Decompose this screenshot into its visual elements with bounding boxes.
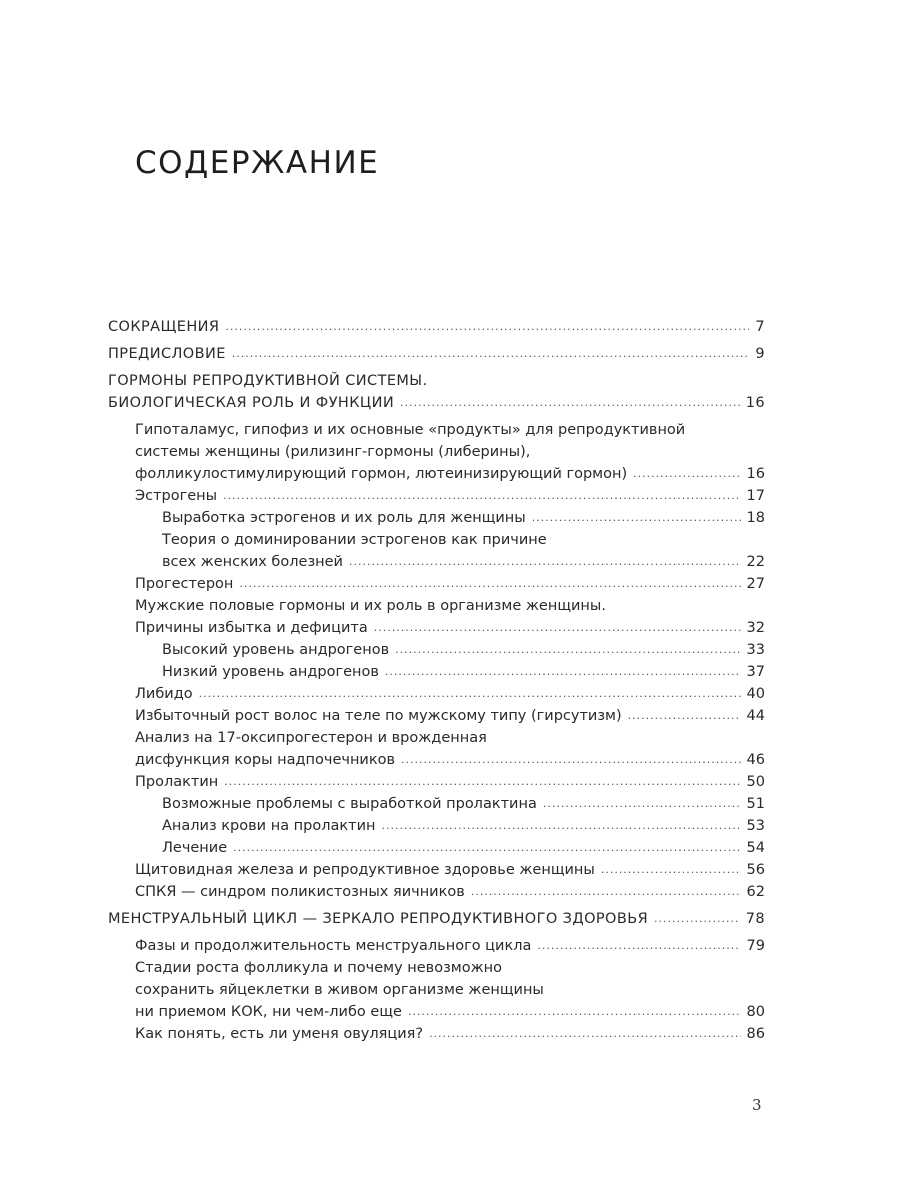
dot-leader [232, 343, 749, 365]
toc-entry[interactable] [108, 881, 765, 903]
toc-entry-title: Анализ крови на пролактин [162, 818, 376, 834]
dot-leader [224, 771, 740, 793]
toc-entry-title: ни приемом КОК, ни чем-либо еще [135, 1004, 402, 1020]
toc-entry[interactable] [108, 1023, 765, 1045]
dot-leader [400, 392, 740, 414]
toc-entry-title: Щитовидная железа и репродуктивное здоровье женщины [135, 862, 595, 878]
toc-page-number: 80 [746, 1004, 765, 1020]
toc-entry-line[interactable] [108, 419, 765, 441]
toc-entry[interactable] [108, 935, 765, 957]
toc-entry-title: Фазы и продолжительность менструального цикла [135, 938, 532, 954]
dot-leader [532, 507, 741, 529]
toc-entry-line[interactable] [108, 529, 765, 551]
toc-entry-title: Стадии роста фолликула и почему невозможно [135, 960, 503, 976]
toc-entry-title: БИОЛОГИЧЕСКАЯ РОЛЬ И ФУНКЦИИ [108, 395, 395, 411]
toc-page-number: 56 [746, 862, 765, 878]
toc-entry[interactable] [108, 551, 765, 573]
toc-entry-title: ПРЕДИСЛОВИЕ [108, 346, 226, 362]
toc-page-number: 18 [746, 510, 765, 526]
toc-page-number: 7 [755, 319, 765, 335]
toc-page-number: 78 [745, 911, 765, 927]
toc-entry-line[interactable] [108, 441, 765, 463]
dot-leader [408, 1001, 741, 1023]
toc-page-number: 40 [746, 686, 765, 702]
toc-entry[interactable] [108, 815, 765, 837]
toc-entry[interactable] [108, 343, 765, 365]
toc-entry-title: Гипоталамус, гипофиз и их основные «продукты» для репродуктивной [135, 422, 686, 438]
toc-entry-title: СПКЯ — синдром поликистозных яичников [135, 884, 465, 900]
toc-page-number: 27 [746, 576, 765, 592]
toc-entry-title: Как понять, есть ли уменя овуляция? [135, 1026, 424, 1042]
toc-entry-title: Выработка эстрогенов и их роль для женщины [162, 510, 526, 526]
toc-entry-title: дисфункция коры надпочечников [135, 752, 396, 768]
toc-page-number: 53 [746, 818, 765, 834]
toc-page-number: 79 [746, 938, 765, 954]
page-number: 3 [752, 1096, 762, 1114]
toc-entry[interactable] [108, 617, 765, 639]
dot-leader [429, 1023, 740, 1045]
toc-entry[interactable] [108, 749, 765, 771]
toc-page-number: 9 [755, 346, 765, 362]
dot-leader [233, 837, 740, 859]
toc-entry[interactable] [108, 793, 765, 815]
toc-page-number: 32 [746, 620, 765, 636]
toc-entry-title: Анализ на 17-оксипрогестерон и врожденная [135, 730, 487, 746]
toc-page-number: 54 [746, 840, 765, 856]
toc-page-number: 44 [746, 708, 765, 724]
dot-leader [199, 683, 741, 705]
toc-entry-title: Теория о доминировании эстрогенов как причине [162, 532, 547, 548]
dot-leader [382, 815, 741, 837]
dot-leader [395, 639, 740, 661]
toc-entry-title: Эстрогены [135, 488, 218, 504]
toc-entry[interactable] [108, 507, 765, 529]
toc-entry[interactable] [108, 316, 765, 338]
dot-leader [628, 705, 741, 727]
page-title: СОДЕРЖАНИЕ [135, 145, 380, 181]
toc-page-number: 33 [746, 642, 765, 658]
toc-page-number: 17 [746, 488, 765, 504]
toc-page-number: 22 [746, 554, 765, 570]
toc-entry-title: Избыточный рост волос на теле по мужскому типу (гирсутизм) [135, 708, 622, 724]
toc-entry[interactable] [108, 837, 765, 859]
toc-page-number: 37 [746, 664, 765, 680]
toc-entry[interactable] [108, 639, 765, 661]
dot-leader [537, 935, 740, 957]
dot-leader [654, 908, 740, 930]
toc-page-number: 51 [746, 796, 765, 812]
toc-entry[interactable] [108, 859, 765, 881]
toc-entry-title: фолликулостимулирующий гормон, лютеинизирующий гормон) [135, 466, 628, 482]
toc-entry-title: Возможные проблемы с выработкой пролактина [162, 796, 537, 812]
toc-entry-line[interactable] [108, 727, 765, 749]
dot-leader [401, 749, 741, 771]
toc-entry-title: Либидо [135, 686, 193, 702]
toc-entry[interactable] [108, 485, 765, 507]
toc-entry[interactable] [108, 771, 765, 793]
dot-leader [349, 551, 741, 573]
toc-entry-title: МЕНСТРУАЛЬНЫЙ ЦИКЛ — ЗЕРКАЛО РЕПРОДУКТИВНОГО ЗДОРОВЬЯ [108, 911, 649, 927]
toc-page-number: 50 [746, 774, 765, 790]
dot-leader [543, 793, 741, 815]
toc-entry-line[interactable] [108, 370, 765, 392]
toc-entry[interactable] [108, 1001, 765, 1023]
toc-page-number: 16 [746, 466, 765, 482]
dot-leader [633, 463, 740, 485]
toc-entry[interactable] [108, 908, 765, 930]
toc-entry-title: Прогестерон [135, 576, 234, 592]
dot-leader [223, 485, 740, 507]
toc-entry-title: Лечение [162, 840, 228, 856]
toc-page-number: 46 [746, 752, 765, 768]
dot-leader [225, 316, 749, 338]
toc-entry-line[interactable] [108, 979, 765, 1001]
toc-entry-line[interactable] [108, 957, 765, 979]
toc-entry-title: всех женских болезней [162, 554, 343, 570]
toc-entry-title: Высокий уровень андрогенов [162, 642, 390, 658]
toc-entry-title: Мужские половые гормоны и их роль в организме женщины. [135, 598, 606, 614]
toc-page-number: 62 [746, 884, 765, 900]
toc-entry[interactable] [108, 463, 765, 485]
toc-entry-line[interactable] [108, 595, 765, 617]
table-of-contents [108, 316, 765, 1045]
toc-entry-title: системы женщины (рилизинг-гормоны (либерины), [135, 444, 531, 460]
toc-entry-title: Причины избытка и дефицита [135, 620, 368, 636]
toc-entry-title: ГОРМОНЫ РЕПРОДУКТИВНОЙ СИСТЕМЫ. [108, 373, 428, 389]
toc-entry[interactable] [108, 683, 765, 705]
toc-page-number: 86 [746, 1026, 765, 1042]
dot-leader [471, 881, 741, 903]
dot-leader [239, 573, 740, 595]
toc-entry[interactable] [108, 705, 765, 727]
toc-entry-title: сохранить яйцеклетки в живом организме женщины [135, 982, 544, 998]
toc-entry-title: Пролактин [135, 774, 219, 790]
toc-page-number: 16 [745, 395, 765, 411]
dot-leader [385, 661, 741, 683]
toc-entry[interactable] [108, 392, 765, 414]
toc-entry-title: СОКРАЩЕНИЯ [108, 319, 220, 335]
toc-entry[interactable] [108, 661, 765, 683]
toc-entry[interactable] [108, 573, 765, 595]
dot-leader [374, 617, 741, 639]
dot-leader [601, 859, 741, 881]
toc-entry-title: Низкий уровень андрогенов [162, 664, 379, 680]
